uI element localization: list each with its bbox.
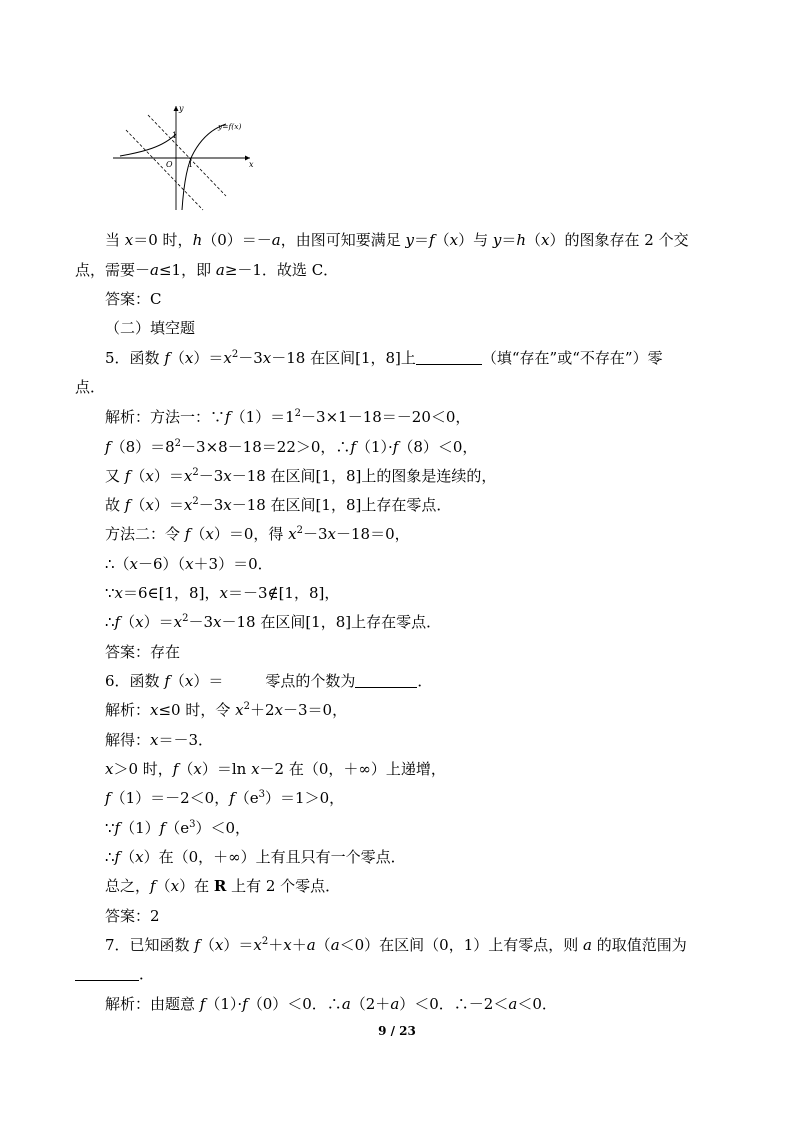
text-line-2: 点，需要－a≤1，即 a≥－1．故选 C． [75,261,339,279]
solution-7-line-1: 解析：由题意 f（1）·f（0）＜0．∴a（2＋a）＜0．∴－2＜a＜0． [105,995,557,1013]
tick-x-label: 1 [188,160,194,169]
solution-5-line-2: $f(8)=8^2-3\times 8-18=22>0$，∴f（1）·f（8）＜0， [105,438,478,456]
answer-line-5: 答案：存在 [105,643,181,661]
function-graph [108,100,258,212]
solution-5-line-5: 方法二：令 f（x）＝0，得 $x^2-3x-18=0$， [105,525,410,543]
question-7-cont: ． [75,962,154,986]
axis-y-label: y [179,104,184,113]
question-5-cont: 点． [75,378,106,396]
solution-6-line-4: f（1）＝－2＜0，$f(e^3)=1>0$， [105,789,345,807]
question-6: 6．函数 f（x）＝ 零点的个数为 ． [105,672,433,690]
answer-q4: C [150,290,162,308]
solution-6-line-2: 解得：x＝－3． [105,731,214,749]
answer-blank [355,671,417,688]
section-title: （二）填空题 [105,319,196,337]
tick-y-label: 1 [172,131,178,140]
solution-5-line-4: 故 $f(x)=x^2-3x-18$ 在区间[1，8]上存在零点． [105,496,452,514]
dashed-line-1 [126,130,203,210]
origin-label: O [166,160,173,169]
dashed-line-2 [148,115,226,196]
solution-5-line-8: $\therefore f(x)=x^2-3x-18$ 在区间[1，8]上存在零点． [105,613,442,631]
solution-5-line-7: ∵x＝6∈[1，8]，x＝－3∉[1，8]， [105,584,340,602]
solution-6-line-1: 解析：x≤0 时，令 $x^2+2x-3=0$， [105,701,348,719]
solution-6-line-6: ∴f（x）在（0，＋∞）上有且只有一个零点． [105,848,406,866]
axis-x-label: x [249,160,254,169]
text-line-1: 当 x＝0 时，h（0）＝－a，由图可知要满足 y＝f（x）与 y＝h（x）的图象存在 2 个交 [105,231,689,249]
solution-6-line-5: $\because f(1)f(e^3)<0$， [105,819,251,837]
answer-q6: 2 [150,907,160,925]
question-5: 5．函数 $f(x)=x^2-3x-18$ 在区间[1，8]上 （填“存在”或“不存在”）零 [105,349,663,367]
answer-blank [416,348,482,365]
page-number: 9 / 23 [378,1024,416,1038]
question-7: 7．已知函数 $f(x)=x^2+x+a(a<0)$在区间（0，1）上有零点，则 a 的取值范围为 [105,936,687,954]
y-axis-arrow [174,106,179,111]
solution-5-line-6: ∴（x－6）（x＋3）＝0． [105,555,273,573]
solution-5-line-1: 解析：方法一：$\because f(1)=1^2-3\times 1-18=-20<0$， [105,408,471,426]
solution-6-line-7: 总之，f（x）在 R 上有 2 个零点． [105,877,341,895]
curve-label: y=f(x) [218,122,242,131]
answer-line-6: 答案：2 [105,907,160,925]
answer-blank [75,964,139,981]
answer-q5: 存在 [150,643,181,661]
solution-5-line-3: 又 $f(x)=x^2-3x-18$ 在区间[1，8]上的图象是连续的， [105,467,497,485]
solution-6-line-3: x＞0 时，f（x）＝ln x－2 在（0，＋∞）上递增， [105,760,446,778]
answer-line-4: 答案：C [105,290,162,308]
